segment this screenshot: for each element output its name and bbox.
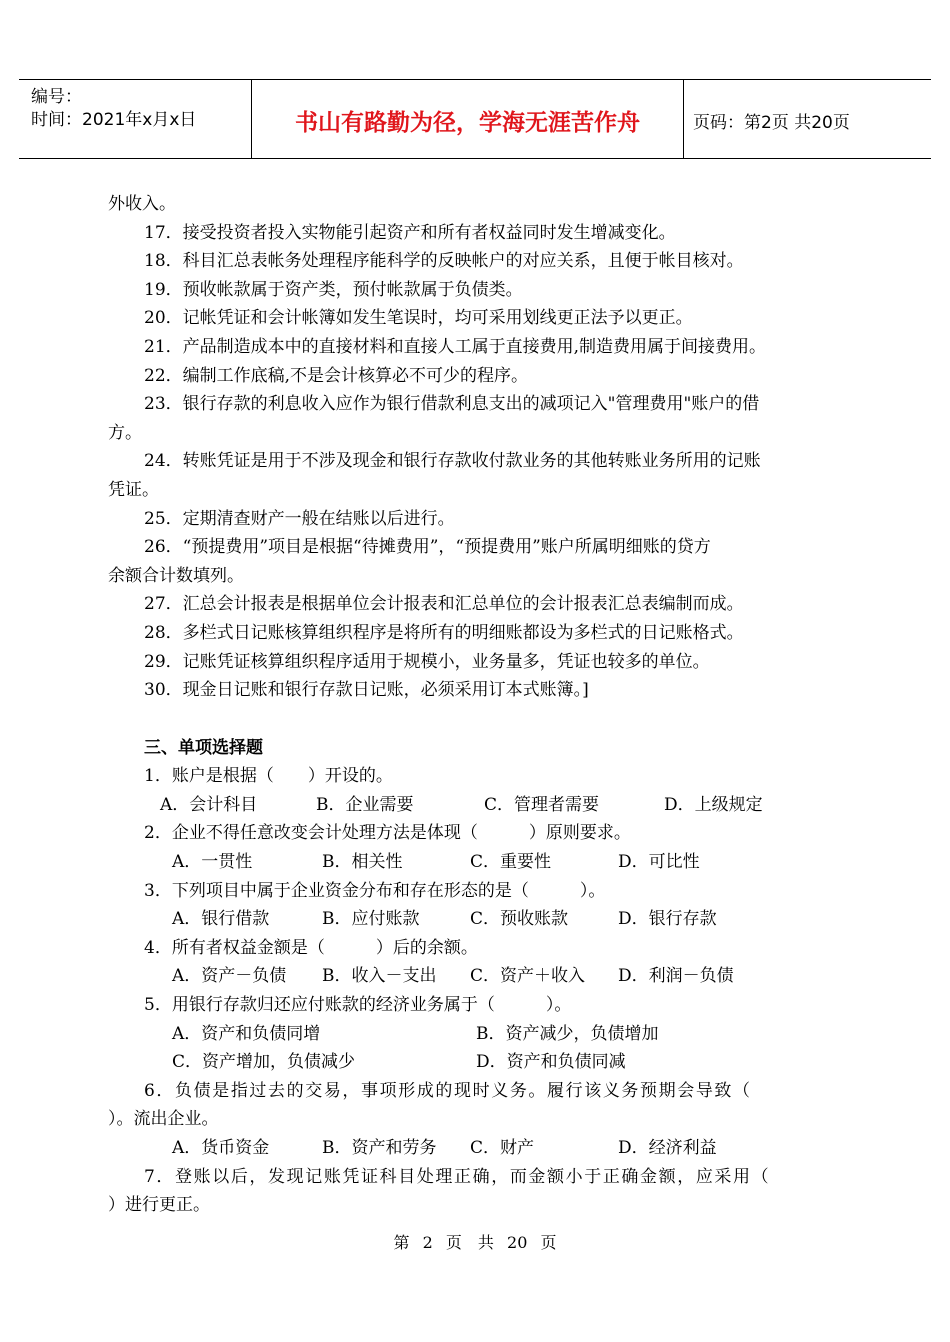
option-b: B．收入－支出 xyxy=(322,966,437,987)
text-line: 外收入。 xyxy=(108,194,176,214)
question-7: 7．登账以后，发现记账凭证科目处理正确，而金额小于正确金额，应采用（ xyxy=(144,1166,771,1187)
statement-18: 18．科目汇总表帐务处理程序能科学的反映帐户的对应关系，且便于帐目核对。 xyxy=(144,251,744,272)
document-body xyxy=(108,190,853,1220)
option-c: C．预收账款 xyxy=(470,909,569,930)
blank-gap xyxy=(108,705,853,734)
statement-25: 25．定期清查财产一般在结账以后进行。 xyxy=(144,508,455,529)
statement-28: 28．多栏式日记账核算组织程序是将所有的明细账都设为多栏式的日记账格式。 xyxy=(144,622,744,643)
footer-mid: 页 共 xyxy=(445,1233,494,1252)
question-1-options xyxy=(108,791,853,820)
statement-26: 26．“预提费用”项目是根据“待摊费用”，“预提费用”账户所属明细账的贷方 xyxy=(144,537,711,558)
option-c: C．重要性 xyxy=(470,852,552,873)
option-b: B．资产和劳务 xyxy=(322,1138,437,1158)
question-6: 6．负债是指过去的交易，事项形成的现时义务。履行该义务预期会导致（ xyxy=(144,1080,752,1101)
question-5-options-row2 xyxy=(108,1048,853,1077)
option-d: D．银行存款 xyxy=(618,909,717,930)
footer-page-total: 20 xyxy=(507,1233,528,1252)
motto: 书山有路勤为径，学海无涯苦作舟 xyxy=(295,110,640,136)
header-right-cell xyxy=(683,80,931,158)
option-d: D．利润－负债 xyxy=(618,966,734,987)
option-b: B．资产减少，负债增加 xyxy=(476,1023,659,1044)
option-b: B．相关性 xyxy=(322,852,403,873)
statement-26-cont: 余额合计数填列。 xyxy=(108,565,244,586)
question-6-options xyxy=(108,1134,853,1163)
question-3-options xyxy=(108,905,853,934)
option-d: D．可比性 xyxy=(618,852,700,873)
option-c: C．资产＋收入 xyxy=(470,966,586,987)
page-footer xyxy=(0,1230,950,1253)
option-b: B．企业需要 xyxy=(316,794,414,815)
statement-23-cont: 方。 xyxy=(108,422,142,443)
option-a: A．一贯性 xyxy=(172,852,253,873)
question-7-cont: ）进行更正。 xyxy=(108,1195,210,1216)
option-d: D．资产和负债同减 xyxy=(476,1052,626,1073)
header-middle-cell xyxy=(251,80,684,158)
question-1: 1．账户是根据（ ）开设的。 xyxy=(144,766,393,787)
option-c: C．资产增加，负债减少 xyxy=(172,1052,356,1073)
statement-20: 20．记帐凭证和会计帐簿如发生笔误时，均可采用划线更正法予以更正。 xyxy=(144,308,693,329)
statement-21: 21．产品制造成本中的直接材料和直接人工属于直接费用,制造费用属于间接费用。 xyxy=(144,336,767,357)
question-4-options xyxy=(108,962,853,991)
statement-23: 23．银行存款的利息收入应作为银行借款利息支出的减项记入"管理费用"账户的借 xyxy=(144,394,760,415)
option-a: A．银行借款 xyxy=(172,909,270,930)
option-a: A．货币资金 xyxy=(172,1138,270,1158)
option-a: A．资产－负债 xyxy=(172,966,287,987)
number-label: 编号： xyxy=(31,87,82,107)
statement-30: 30．现金日记账和银行存款日记账，必须采用订本式账簿。] xyxy=(144,680,589,701)
statement-17: 17．接受投资者投入实物能引起资产和所有者权益同时发生增减变化。 xyxy=(144,222,676,243)
header-left-cell xyxy=(19,80,251,158)
section-title: 三、单项选择题 xyxy=(144,737,263,758)
option-c: C．管理者需要 xyxy=(484,794,600,815)
question-3: 3．下列项目中属于企业资金分布和存在形态的是（ ）。 xyxy=(144,880,606,901)
option-b: B．应付账款 xyxy=(322,909,420,930)
question-2-options xyxy=(108,848,853,877)
question-2: 2．企业不得任意改变会计处理方法是体现（ ）原则要求。 xyxy=(144,823,631,844)
footer-page-number: 2 xyxy=(422,1233,433,1252)
statement-29: 29．记账凭证核算组织程序适用于规模小，业务量多，凭证也较多的单位。 xyxy=(144,651,710,672)
question-6-cont: ）。流出企业。 xyxy=(108,1109,219,1130)
statement-24: 24．转账凭证是用于不涉及现金和银行存款收付款业务的其他转账业务所用的记账 xyxy=(144,451,761,472)
option-d: D．上级规定 xyxy=(664,794,763,815)
option-c: C．财产 xyxy=(470,1138,535,1158)
statement-27: 27．汇总会计报表是根据单位会计报表和汇总单位的会计报表汇总表编制而成。 xyxy=(144,594,744,615)
statement-19: 19．预收帐款属于资产类，预付帐款属于负债类。 xyxy=(144,279,523,300)
header-page-label: 页码：第2页 共20页 xyxy=(693,113,850,133)
statement-22: 22．编制工作底稿,不是会计核算必不可少的程序。 xyxy=(144,365,529,386)
question-5-options-row1 xyxy=(108,1020,853,1049)
question-5: 5．用银行存款归还应付账款的经济业务属于（ ）。 xyxy=(144,995,572,1016)
statement-24-cont: 凭证。 xyxy=(108,479,159,500)
footer-suffix: 页 xyxy=(540,1233,557,1252)
page-header xyxy=(19,79,931,159)
option-a: A．会计科目 xyxy=(160,794,258,815)
option-a: A．资产和负债同增 xyxy=(172,1023,321,1044)
time-label: 时间：2021年x月x日 xyxy=(31,110,197,130)
question-4: 4．所有者权益金额是（ ）后的余额。 xyxy=(144,937,478,958)
footer-prefix: 第 xyxy=(393,1233,410,1252)
option-d: D．经济利益 xyxy=(618,1138,717,1158)
